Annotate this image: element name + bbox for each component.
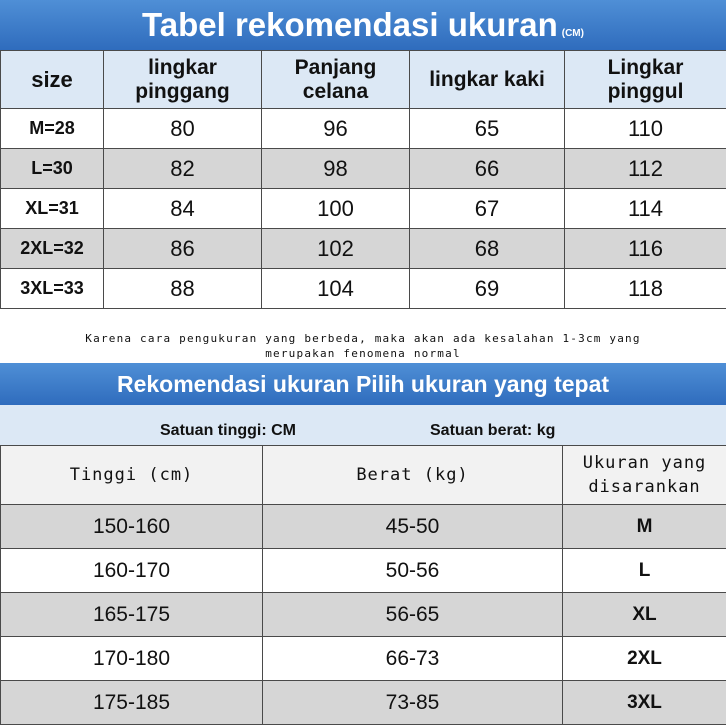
- leg-cell: 67: [410, 189, 565, 229]
- recommendation-row: [1, 593, 726, 637]
- size-row: [1, 149, 726, 189]
- hip-cell: 114: [565, 189, 726, 229]
- measurement-note: [0, 328, 726, 363]
- header-recommended-size-line1: Ukuran yang: [582, 453, 707, 473]
- header-length-line1: Panjang: [294, 55, 377, 79]
- header-waist-line2: pinggang: [135, 79, 230, 103]
- size-chart-title: Tabel rekomendasi ukuran: [142, 6, 558, 43]
- size-row: [1, 109, 726, 149]
- size-cell: L=30: [1, 149, 104, 189]
- header-hip-line2: pinggul: [607, 79, 684, 103]
- size-chart-title-banner: [0, 0, 726, 50]
- height-cell: 165-175: [1, 593, 263, 637]
- leg-cell: 68: [410, 229, 565, 269]
- weight-cell: 50-56: [263, 549, 563, 593]
- size-chart-header-row: [1, 51, 726, 109]
- header-hip: [565, 51, 726, 109]
- leg-cell: 66: [410, 149, 565, 189]
- waist-cell: 82: [104, 149, 262, 189]
- recommended-size-cell: XL: [563, 593, 726, 637]
- size-chart-table: [0, 50, 726, 309]
- recommendation-row: [1, 637, 726, 681]
- measurement-note-line1: Karena cara pengukuran yang berbeda, maka akan ada kesalahan 1-3cm yang: [85, 332, 641, 345]
- header-leg: lingkar kaki: [410, 51, 565, 109]
- header-recommended-size: [563, 446, 726, 505]
- size-cell: 3XL=33: [1, 269, 104, 309]
- header-hip-line1: Lingkar: [607, 55, 684, 79]
- weight-cell: 45-50: [263, 505, 563, 549]
- hip-cell: 110: [565, 109, 726, 149]
- size-row: [1, 229, 726, 269]
- recommendation-title-banner: [0, 363, 726, 405]
- hip-cell: 112: [565, 149, 726, 189]
- recommendation-row: [1, 505, 726, 549]
- weight-cell: 66-73: [263, 637, 563, 681]
- length-cell: 100: [262, 189, 410, 229]
- measurement-note-line2: merupakan fenomena normal: [265, 347, 461, 360]
- height-cell: 160-170: [1, 549, 263, 593]
- header-size: size: [1, 51, 104, 109]
- weight-cell: 73-85: [263, 681, 563, 725]
- leg-cell: 65: [410, 109, 565, 149]
- recommendation-row: [1, 681, 726, 725]
- height-cell: 175-185: [1, 681, 263, 725]
- waist-cell: 86: [104, 229, 262, 269]
- size-cell: M=28: [1, 109, 104, 149]
- recommended-size-cell: L: [563, 549, 726, 593]
- waist-cell: 80: [104, 109, 262, 149]
- header-weight: Berat (kg): [263, 446, 563, 505]
- recommended-size-cell: 2XL: [563, 637, 726, 681]
- weight-unit-label: Satuan berat: kg: [430, 422, 556, 439]
- leg-cell: 69: [410, 269, 565, 309]
- size-cell: XL=31: [1, 189, 104, 229]
- length-cell: 102: [262, 229, 410, 269]
- height-cell: 150-160: [1, 505, 263, 549]
- recommendation-title: Rekomendasi ukuran Pilih ukuran yang tepat: [116, 371, 610, 397]
- height-cell: 170-180: [1, 637, 263, 681]
- recommendation-row: [1, 549, 726, 593]
- size-cell: 2XL=32: [1, 229, 104, 269]
- hip-cell: 118: [565, 269, 726, 309]
- hip-cell: 116: [565, 229, 726, 269]
- recommendation-header-row: [1, 446, 726, 505]
- length-cell: 98: [262, 149, 410, 189]
- size-chart-title-unit: (CM): [561, 28, 584, 39]
- recommended-size-cell: M: [563, 505, 726, 549]
- header-waist-line1: lingkar: [148, 55, 217, 79]
- recommendation-table: [0, 445, 726, 725]
- header-height: Tinggi (cm): [1, 446, 263, 505]
- waist-cell: 88: [104, 269, 262, 309]
- waist-cell: 84: [104, 189, 262, 229]
- header-length: [262, 51, 410, 109]
- units-bar: [0, 405, 726, 445]
- header-length-line2: celana: [302, 79, 369, 103]
- height-unit-label: Satuan tinggi: CM: [160, 422, 296, 439]
- weight-cell: 56-65: [263, 593, 563, 637]
- length-cell: 96: [262, 109, 410, 149]
- size-row: [1, 269, 726, 309]
- header-recommended-size-line2: disarankan: [588, 477, 701, 497]
- recommended-size-cell: 3XL: [563, 681, 726, 725]
- size-row: [1, 189, 726, 229]
- length-cell: 104: [262, 269, 410, 309]
- header-waist: [104, 51, 262, 109]
